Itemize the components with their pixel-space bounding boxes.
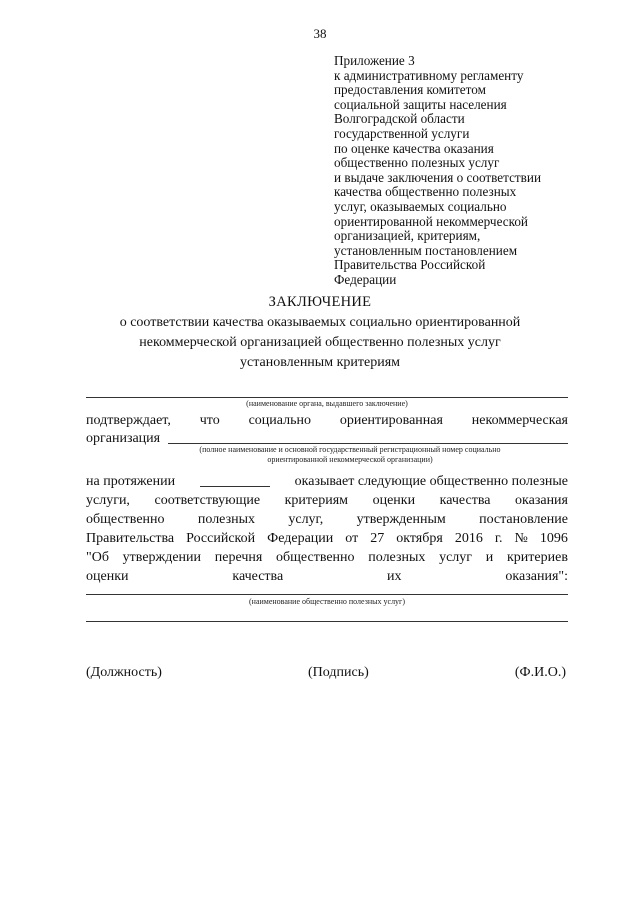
page-number: 38 — [313, 26, 327, 41]
paragraph-word: услуги, — [86, 493, 130, 508]
confirm-word: социально — [248, 413, 311, 428]
paragraph-line-6 — [86, 567, 568, 586]
services-caption: (наименование общественно полезных услуг) — [249, 597, 405, 606]
organization-caption — [150, 445, 550, 465]
appendix-line: Правительства Российской — [334, 257, 486, 273]
paragraph-line-2 — [86, 491, 568, 510]
signature-row — [86, 665, 566, 681]
period-label: на протяжении — [86, 474, 176, 489]
paragraph-word: качества — [439, 493, 491, 508]
paragraph-word: Правительства — [86, 531, 175, 546]
appendix-line: установленным постановлением — [334, 242, 518, 258]
position-label: (Должность) — [86, 665, 162, 680]
paragraph-word: и — [485, 550, 494, 565]
paragraph-word: Федерации — [267, 531, 334, 546]
paragraph-word: услуг, — [288, 512, 324, 527]
paragraph-word: 2016 — [454, 531, 483, 546]
appendix-block — [334, 54, 541, 288]
paragraph-word: 27 — [370, 531, 385, 546]
paragraph-word: полезных — [197, 512, 255, 527]
services-field-line-2[interactable] — [86, 621, 568, 622]
paragraph-line-4 — [86, 529, 568, 548]
subtitle-line: о соответствии качества оказываемых социально ориентированной — [119, 315, 521, 330]
paragraph-word: № — [514, 531, 528, 546]
subtitle-line: установленным критериям — [239, 355, 400, 370]
paragraph-word: утвержденным — [356, 512, 446, 527]
organization-name-field-line[interactable] — [168, 443, 568, 444]
paragraph-word: критериям — [284, 493, 349, 508]
appendix-line: услуг, оказываемых социально — [334, 198, 507, 214]
provides-services-text: оказывает следующие общественно полезные — [294, 474, 568, 489]
appendix-line: общественно полезных услуг — [334, 155, 500, 171]
confirm-word: ориентированная — [339, 413, 443, 428]
paragraph-word: от — [345, 531, 359, 546]
appendix-line: Федерации — [334, 271, 397, 287]
paragraph-word: г. — [494, 531, 503, 546]
paragraph-word: постановление — [479, 512, 568, 527]
paragraph-word: утверждении — [122, 550, 202, 565]
paragraph-line-3 — [86, 510, 568, 529]
paragraph-word: общественно — [276, 550, 355, 565]
paragraph-word: критериев — [506, 550, 568, 565]
document-subtitle — [80, 313, 560, 373]
appendix-line: качества общественно полезных — [334, 184, 517, 200]
appendix-line: социальной защиты населения — [334, 96, 507, 112]
paragraph-word: 1096 — [539, 531, 568, 546]
paragraph-word: оказания — [515, 493, 568, 508]
paragraph-word: качества — [232, 569, 284, 584]
signature-label: (Подпись) — [308, 665, 369, 680]
paragraph-word: полезных — [368, 550, 426, 565]
paragraph-word: перечня — [214, 550, 263, 565]
appendix-line: организацией, критериям, — [334, 228, 481, 244]
paragraph-line-5 — [86, 548, 568, 567]
appendix-line: к административному регламенту — [334, 67, 524, 83]
appendix-line: и выдаче заключения о соответствии — [334, 169, 542, 185]
main-paragraph — [86, 472, 568, 586]
paragraph-word: общественно — [86, 512, 165, 527]
subtitle-line: некоммерческой организацией общественно полезных услуг — [139, 335, 501, 350]
organ-caption: (наименование органа, выдавшего заключение) — [246, 399, 408, 408]
appendix-line: по оценке качества оказания — [334, 140, 494, 156]
organization-caption-line: ориентированной некоммерческой организации) — [267, 455, 433, 464]
confirm-word: что — [199, 413, 220, 428]
organ-name-field-line[interactable] — [86, 397, 568, 398]
paragraph-word: Российской — [186, 531, 256, 546]
confirm-word: некоммерческая — [471, 413, 568, 428]
period-field-blank[interactable] — [200, 472, 270, 487]
paragraph-word: оценки — [86, 569, 129, 584]
paragraph-word: оказания": — [505, 569, 568, 584]
full-name-label: (Ф.И.О.) — [514, 665, 566, 680]
paragraph-line-1 — [86, 472, 568, 491]
appendix-line: ориентированной некоммерческой — [334, 213, 528, 229]
paragraph-word: их — [387, 569, 402, 584]
organization-label: организация — [86, 431, 161, 446]
paragraph-word: соответствующие — [154, 493, 261, 508]
appendix-line: предоставления комитетом — [334, 82, 486, 98]
organization-caption-line: (полное наименование и основной государственный регистрационный номер социально — [199, 445, 501, 454]
paragraph-word: услуг — [439, 550, 473, 565]
appendix-line: Волгоградской области — [334, 111, 465, 127]
confirm-word: подтверждает, — [86, 413, 171, 428]
services-field-line[interactable] — [86, 594, 568, 595]
paragraph-word: октября — [396, 531, 443, 546]
appendix-line: Приложение 3 — [334, 53, 415, 68]
paragraph-word: оценки — [372, 493, 416, 508]
document-title: ЗАКЛЮЧЕНИЕ — [268, 294, 372, 310]
paragraph-word: "Об — [86, 550, 109, 565]
confirm-line — [86, 411, 568, 430]
appendix-line: государственной услуги — [334, 125, 470, 141]
